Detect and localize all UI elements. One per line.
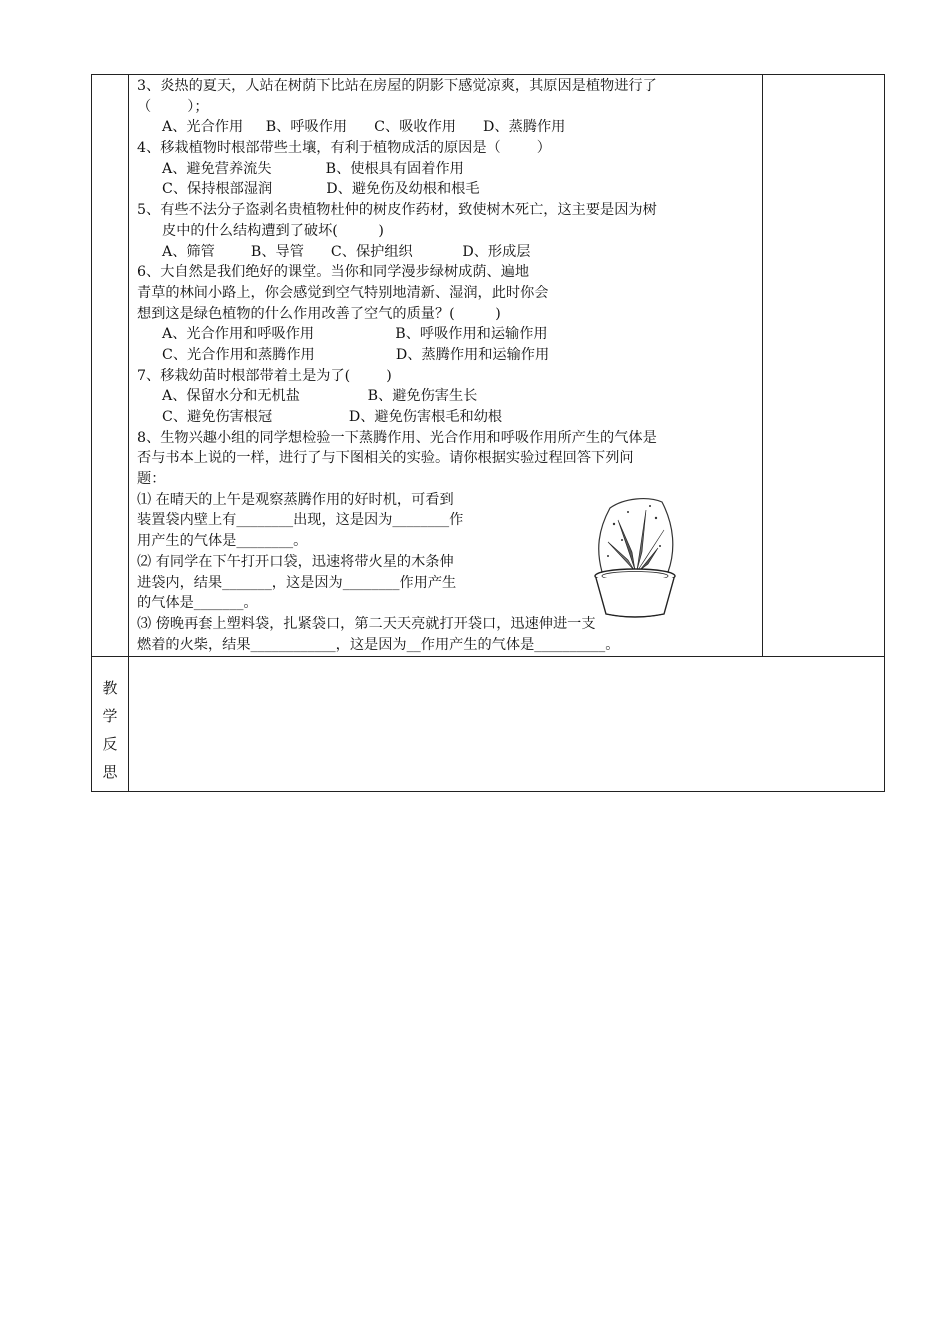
q6-options-cd: C、光合作用和蒸腾作用 D、蒸腾作用和运输作用 bbox=[162, 346, 550, 363]
teaching-reflection-label: 教 学 反 思 bbox=[102, 679, 118, 781]
column-divider-right bbox=[762, 74, 763, 657]
potted-plant-bag-illustration bbox=[588, 490, 688, 620]
q8-part2-line1: ⑵ 有同学在下午打开口袋，迅速将带火星的木条伸 bbox=[137, 553, 454, 570]
q8-part2-line3: 的气体是_______。 bbox=[137, 595, 258, 612]
q8-part3-line2: 燃着的火柴，结果____________，这是因为__作用产生的气体是__________。 bbox=[137, 636, 620, 653]
q4-options-cd: C、保持根部湿润 D、避免伤及幼根和根毛 bbox=[162, 181, 480, 198]
q5-stem: 5、有些不法分子盗剥名贵植物杜仲的树皮作药材，致使树木死亡，这主要是因为树 bbox=[137, 202, 657, 219]
q4-options-ab: A、避免营养流失 B、使根具有固着作用 bbox=[162, 160, 464, 177]
q6-stem-line3: 想到这是绿色植物的什么作用改善了空气的质量？( ) bbox=[137, 305, 501, 322]
column-divider-left bbox=[128, 74, 129, 792]
q3-stem: 3、炎热的夏天，人站在树荫下比站在房屋的阴影下感觉凉爽，其原因是植物进行了 bbox=[137, 78, 657, 94]
q8-stem-line2: 否与书本上说的一样，进行了与下图相关的实验。请你根据实验过程回答下列问 bbox=[137, 450, 634, 467]
q6-options-ab: A、光合作用和呼吸作用 B、呼吸作用和运输作用 bbox=[162, 326, 548, 343]
row-divider bbox=[91, 656, 885, 657]
q8-part1-line3: 用产生的气体是________。 bbox=[137, 533, 308, 550]
q5-options: A、筛管 B、导管 C、保护组织 D、形成层 bbox=[162, 243, 531, 260]
q8-stem-line1: 8、生物兴趣小组的同学想检验一下蒸腾作用、光合作用和呼吸作用所产生的气体是 bbox=[137, 429, 657, 446]
q3-options: A、光合作用 B、呼吸作用 C、吸收作用 D、蒸腾作用 bbox=[162, 119, 566, 136]
q8-part2-line2: 进袋内，结果_______，这是因为________作用产生 bbox=[137, 574, 457, 591]
q8-part1-line1: ⑴ 在晴天的上午是观察蒸腾作用的好时机，可看到 bbox=[137, 491, 454, 508]
q7-options-cd: C、避免伤害根冠 D、避免伤害根毛和幼根 bbox=[162, 409, 503, 425]
q3-stem-cont: （ ）； bbox=[137, 98, 209, 115]
q4-stem: 4、移栽植物时根部带些土壤，有利于植物成活的原因是（ ） bbox=[137, 140, 551, 157]
q6-stem-line1: 6、大自然是我们绝好的课堂。当你和同学漫步绿树成荫、遍地 bbox=[137, 264, 530, 281]
q5-stem-cont: 皮中的什么结构遭到了破坏( ) bbox=[162, 222, 384, 239]
q8-stem-line3: 题： bbox=[137, 471, 166, 488]
q6-stem-line2: 青草的林间小路上，你会感觉到空气特别地清新、湿润，此时你会 bbox=[137, 284, 549, 301]
q7-stem: 7、移栽幼苗时根部带着土是为了( ) bbox=[137, 367, 392, 384]
q8-part1-line2: 装置袋内壁上有________出现，这是因为________作 bbox=[137, 512, 464, 529]
q7-options-ab: A、保留水分和无机盐 B、避免伤害生长 bbox=[162, 388, 478, 405]
q8-part3-line1: ⑶ 傍晚再套上塑料袋，扎紧袋口，第二天天亮就打开袋口，迅速伸进一支 bbox=[137, 615, 596, 632]
